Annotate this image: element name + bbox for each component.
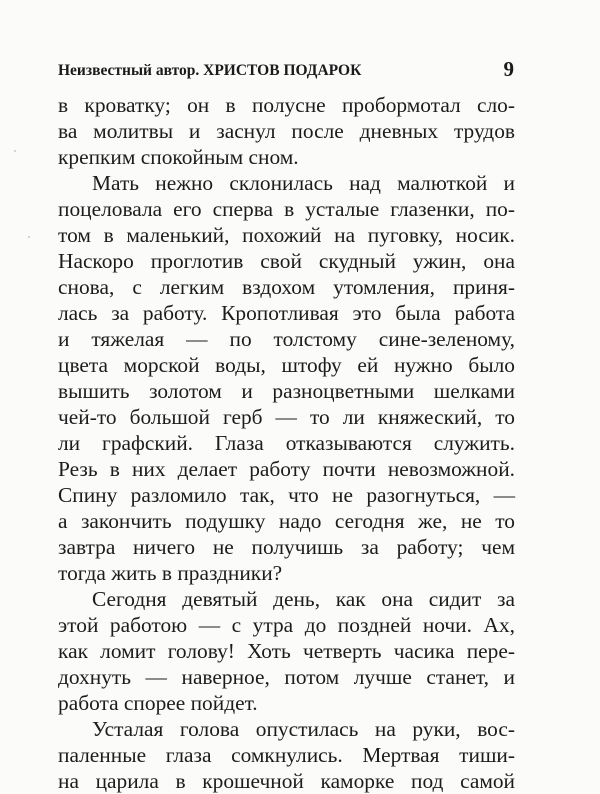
text-line: крепким спокойным сном.: [58, 145, 299, 169]
text-line: в кроватку; он в полусне пробормотал сло-: [58, 93, 515, 117]
paragraph-1: [58, 92, 515, 170]
text-line: снова, с легким вздохом утомления, приня-: [58, 275, 515, 299]
text-line: Спину разломило так, что не разогнуться, —: [58, 483, 515, 507]
text-line: Резь в них делает работу почти невозможной.: [58, 457, 515, 481]
text-line: этой работою — с утра до поздней ночи. Ах,: [58, 613, 515, 637]
text-line: на царила в крошечной каморке под самой: [58, 769, 515, 793]
text-line: вышить золотом и разноцветными шелками: [58, 379, 515, 403]
scan-speck: [28, 236, 30, 238]
text-line: работа спорее пойдет.: [58, 691, 258, 715]
running-title: Неизвестный автор. ХРИСТОВ ПОДАРОК: [58, 62, 362, 79]
text-line: как ломит голову! Хоть четверть часика пере-: [58, 639, 515, 663]
text-line: Наскоро проглотив свой скудный ужин, она: [58, 249, 515, 273]
text-line: Мать нежно склонилась над малюткой и: [92, 171, 515, 195]
paragraph-2: [58, 170, 515, 586]
text-line: паленные глаза сомкнулись. Мертвая тиши-: [58, 743, 515, 767]
paragraph-3: [58, 586, 515, 716]
text-line: том в маленький, похожий на пуговку, носик.: [58, 223, 515, 247]
text-line: поцеловала его сперва в усталые глазенки, по-: [58, 197, 515, 221]
text-line: ва молитвы и заснул после дневных трудов: [58, 119, 515, 143]
text-line: Сегодня девятый день, как она сидит за: [92, 587, 515, 611]
text-line: лась за работу. Кропотливая это была работа: [58, 301, 515, 325]
scan-speck: [14, 150, 16, 152]
text-line: а закончить подушку надо сегодня же, не то: [58, 509, 515, 533]
page-number: 9: [503, 57, 514, 81]
text-line: дохнуть — наверное, потом лучше станет, и: [58, 665, 515, 689]
text-line: Усталая голова опустилась на руки, вос-: [92, 717, 515, 741]
text-line: чей-то большой герб — то ли княжеский, то: [58, 405, 515, 429]
text-line: завтра ничего не получишь за работу; чем: [58, 535, 515, 559]
paragraph-4: [58, 716, 515, 794]
text-line: цвета морской воды, штофу ей нужно было: [58, 353, 515, 377]
text-line: ли графский. Глаза отказываются служить.: [58, 431, 515, 455]
body-text: [58, 92, 515, 794]
text-line: тогда жить в праздники?: [58, 561, 283, 585]
text-line: и тяжелая — по толстому сине-зеленому,: [58, 327, 515, 351]
running-header: [58, 57, 514, 84]
